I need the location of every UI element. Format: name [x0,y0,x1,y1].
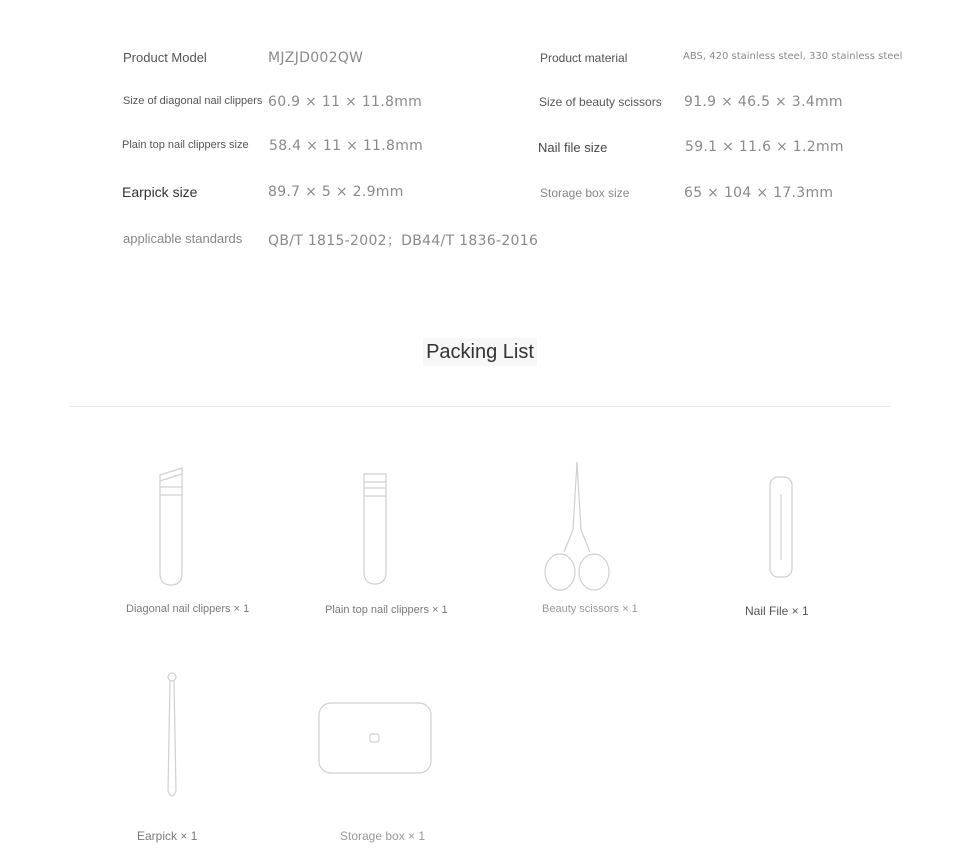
spec-value-storage-box: 65 × 104 × 17.3mm [684,185,834,201]
caption-beauty-scissors: Beauty scissors × 1 [542,603,638,615]
caption-earpick: Earpick × 1 [137,829,198,843]
spec-label-product-model: Product Model [123,50,207,65]
spec-label-material: Product material [540,51,628,65]
earpick-icon [164,671,180,805]
caption-diagonal-nail-clippers: Diagonal nail clippers × 1 [126,603,250,615]
caption-storage-box: Storage box × 1 [340,829,426,843]
diagonal-nail-clippers-icon [155,465,189,589]
spec-label-standards: applicable standards [123,231,243,246]
spec-value-nail-file: 59.1 × 11.6 × 1.2mm [685,139,844,155]
spec-label-nail-file: Nail file size [538,140,608,155]
spec-value-earpick: 89.7 × 5 × 2.9mm [268,184,404,200]
nail-file-icon [767,474,795,580]
beauty-scissors-icon [540,460,614,592]
spec-value-plain-top-clippers: 58.4 × 11 × 11.8mm [269,138,424,154]
spec-label-beauty-scissors: Size of beauty scissors [539,95,662,109]
packing-list-title: Packing List [423,338,537,366]
caption-nail-file: Nail File × 1 [745,604,809,618]
spec-label-diagonal-clippers: Size of diagonal nail clippers [123,95,263,107]
spec-label-earpick: Earpick size [122,184,198,200]
storage-box-icon [317,701,433,775]
section-divider [70,406,890,407]
plain-top-nail-clippers-icon [360,470,390,588]
spec-value-material: ABS, 420 stainless steel, 330 stainless steel [683,51,903,62]
caption-plain-top-nail-clippers: Plain top nail clippers × 1 [325,604,448,616]
spec-value-standards: QB/T 1815-2002；DB44/T 1836-2016 [268,233,539,249]
spec-label-plain-top-clippers: Plain top nail clippers size [122,139,249,151]
spec-value-diagonal-clippers: 60.9 × 11 × 11.8mm [268,94,423,110]
spec-label-storage-box: Storage box size [540,186,630,200]
spec-value-product-model: MJZJD002QW [268,50,364,66]
spec-value-beauty-scissors: 91.9 × 46.5 × 3.4mm [684,94,843,110]
